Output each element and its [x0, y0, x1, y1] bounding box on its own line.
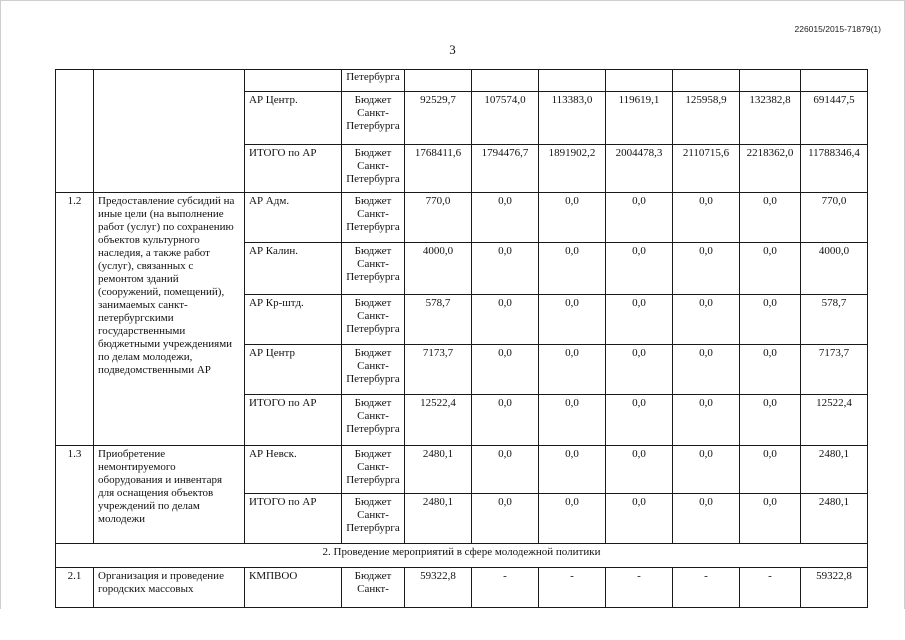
value-cell: 0,0 — [472, 193, 539, 243]
value-cell: 59322,8 — [801, 568, 868, 608]
value-cell: 59322,8 — [405, 568, 472, 608]
executor-cell: АР Кр-штд. — [245, 295, 342, 345]
table-row — [56, 193, 868, 243]
value-cell: 119619,1 — [606, 92, 673, 145]
table-row — [56, 70, 868, 92]
source-cell: Бюджет Санкт-Петербурга — [342, 92, 405, 145]
value-cell: 0,0 — [606, 494, 673, 544]
executor-cell: КМПВОО — [245, 568, 342, 608]
value-cell: 1891902,2 — [539, 145, 606, 193]
index-cell: 1.3 — [56, 446, 94, 544]
value-cell: 12522,4 — [801, 395, 868, 446]
value-cell: 1768411,6 — [405, 145, 472, 193]
executor-cell: АР Невск. — [245, 446, 342, 494]
value-cell: 0,0 — [740, 494, 801, 544]
value-cell: 0,0 — [472, 446, 539, 494]
value-cell: 2218362,0 — [740, 145, 801, 193]
value-cell: 770,0 — [801, 193, 868, 243]
executor-cell: АР Адм. — [245, 193, 342, 243]
value-cell: 2480,1 — [405, 446, 472, 494]
value-cell: 0,0 — [539, 395, 606, 446]
value-cell: 0,0 — [740, 446, 801, 494]
value-cell: 113383,0 — [539, 92, 606, 145]
value-cell: 0,0 — [539, 193, 606, 243]
executor-cell: АР Калин. — [245, 243, 342, 295]
index-cell: 2.1 — [56, 568, 94, 608]
value-cell: 578,7 — [801, 295, 868, 345]
table-row — [56, 446, 868, 494]
name-cell — [94, 70, 245, 193]
value-cell: 4000,0 — [405, 243, 472, 295]
name-cell: Организация и проведение городских массовых — [94, 568, 245, 608]
value-cell: 0,0 — [740, 243, 801, 295]
value-cell: 0,0 — [606, 193, 673, 243]
document-code: 226015/2015-71879(1) — [794, 24, 881, 34]
value-cell: 0,0 — [673, 345, 740, 395]
source-cell: Бюджет Санкт-Петербурга — [342, 295, 405, 345]
value-cell: 0,0 — [740, 345, 801, 395]
name-cell: Приобретение немонтируемого оборудования и инвентаря для оснащения объектов учреждений по делам молодежи — [94, 446, 245, 544]
source-cell: Бюджет Санкт-Петербурга — [342, 446, 405, 494]
name-cell: Предоставление субсидий на иные цели (на выполнение работ (услуг) по сохранению объектов культурного наследия, а также работ (услуг), связанных с ремонтом зданий (сооружений, помещений), занимаемых санкт-петербургскими государственными бюджетными учреждениями по делам молодежи, подведомственными АР — [94, 193, 245, 446]
executor-cell — [245, 70, 342, 92]
table-row — [56, 568, 868, 608]
value-cell: 578,7 — [405, 295, 472, 345]
value-cell: 0,0 — [740, 395, 801, 446]
source-cell: Бюджет Санкт-Петербурга — [342, 345, 405, 395]
value-cell: 12522,4 — [405, 395, 472, 446]
value-cell: 0,0 — [539, 345, 606, 395]
value-cell: 125958,9 — [673, 92, 740, 145]
value-cell: 0,0 — [606, 345, 673, 395]
value-cell: - — [472, 568, 539, 608]
value-cell: 770,0 — [405, 193, 472, 243]
value-cell: 7173,7 — [405, 345, 472, 395]
value-cell: 11788346,4 — [801, 145, 868, 193]
value-cell: 0,0 — [673, 243, 740, 295]
executor-cell: АР Центр — [245, 345, 342, 395]
value-cell: 0,0 — [606, 446, 673, 494]
value-cell: - — [673, 568, 740, 608]
value-cell: 132382,8 — [740, 92, 801, 145]
value-cell: 7173,7 — [801, 345, 868, 395]
source-cell: Бюджет Санкт-Петербурга — [342, 395, 405, 446]
executor-cell: ИТОГО по АР — [245, 494, 342, 544]
value-cell: 0,0 — [472, 243, 539, 295]
value-cell: - — [539, 568, 606, 608]
index-cell: 1.2 — [56, 193, 94, 446]
value-cell: 2004478,3 — [606, 145, 673, 193]
index-cell — [56, 70, 94, 193]
value-cell: 0,0 — [606, 243, 673, 295]
source-cell: Бюджет Санкт-Петербурга — [342, 243, 405, 295]
executor-cell: ИТОГО по АР — [245, 395, 342, 446]
value-cell: 1794476,7 — [472, 145, 539, 193]
value-cell: 0,0 — [539, 295, 606, 345]
value-cell: 0,0 — [740, 295, 801, 345]
value-cell: 0,0 — [539, 446, 606, 494]
value-cell: 2480,1 — [405, 494, 472, 544]
value-cell: 0,0 — [673, 193, 740, 243]
value-cell: 2110715,6 — [673, 145, 740, 193]
value-cell: 0,0 — [472, 345, 539, 395]
value-cell: 0,0 — [606, 395, 673, 446]
section-heading: 2. Проведение мероприятий в сфере молодежной политики — [56, 544, 868, 568]
value-cell: 4000,0 — [801, 243, 868, 295]
value-cell: 2480,1 — [801, 446, 868, 494]
value-cell: 0,0 — [472, 494, 539, 544]
source-cell: Бюджет Санкт-Петербурга — [342, 494, 405, 544]
value-cell: 2480,1 — [801, 494, 868, 544]
value-cell: 0,0 — [539, 494, 606, 544]
value-cell: 0,0 — [740, 193, 801, 243]
budget-table — [55, 69, 868, 608]
value-cell: 0,0 — [673, 395, 740, 446]
value-cell: 0,0 — [472, 295, 539, 345]
value-cell: 0,0 — [673, 295, 740, 345]
value-cell: 92529,7 — [405, 92, 472, 145]
value-cell: 0,0 — [673, 494, 740, 544]
source-cell: Бюджет Санкт-Петербурга — [342, 193, 405, 243]
value-cell: 691447,5 — [801, 92, 868, 145]
source-cell: Бюджет Санкт-Петербурга — [342, 145, 405, 193]
value-cell: 0,0 — [472, 395, 539, 446]
executor-cell: АР Центр. — [245, 92, 342, 145]
source-cell: Бюджет Санкт- — [342, 568, 405, 608]
executor-cell: ИТОГО по АР — [245, 145, 342, 193]
value-cell: 0,0 — [673, 446, 740, 494]
value-cell: 0,0 — [539, 243, 606, 295]
source-cell: Петербурга — [342, 70, 405, 92]
table-row — [56, 544, 868, 568]
page-bottom-crop — [0, 609, 905, 640]
value-cell: - — [606, 568, 673, 608]
page-number: 3 — [449, 42, 456, 57]
value-cell: 107574,0 — [472, 92, 539, 145]
value-cell: - — [740, 568, 801, 608]
value-cell: 0,0 — [606, 295, 673, 345]
